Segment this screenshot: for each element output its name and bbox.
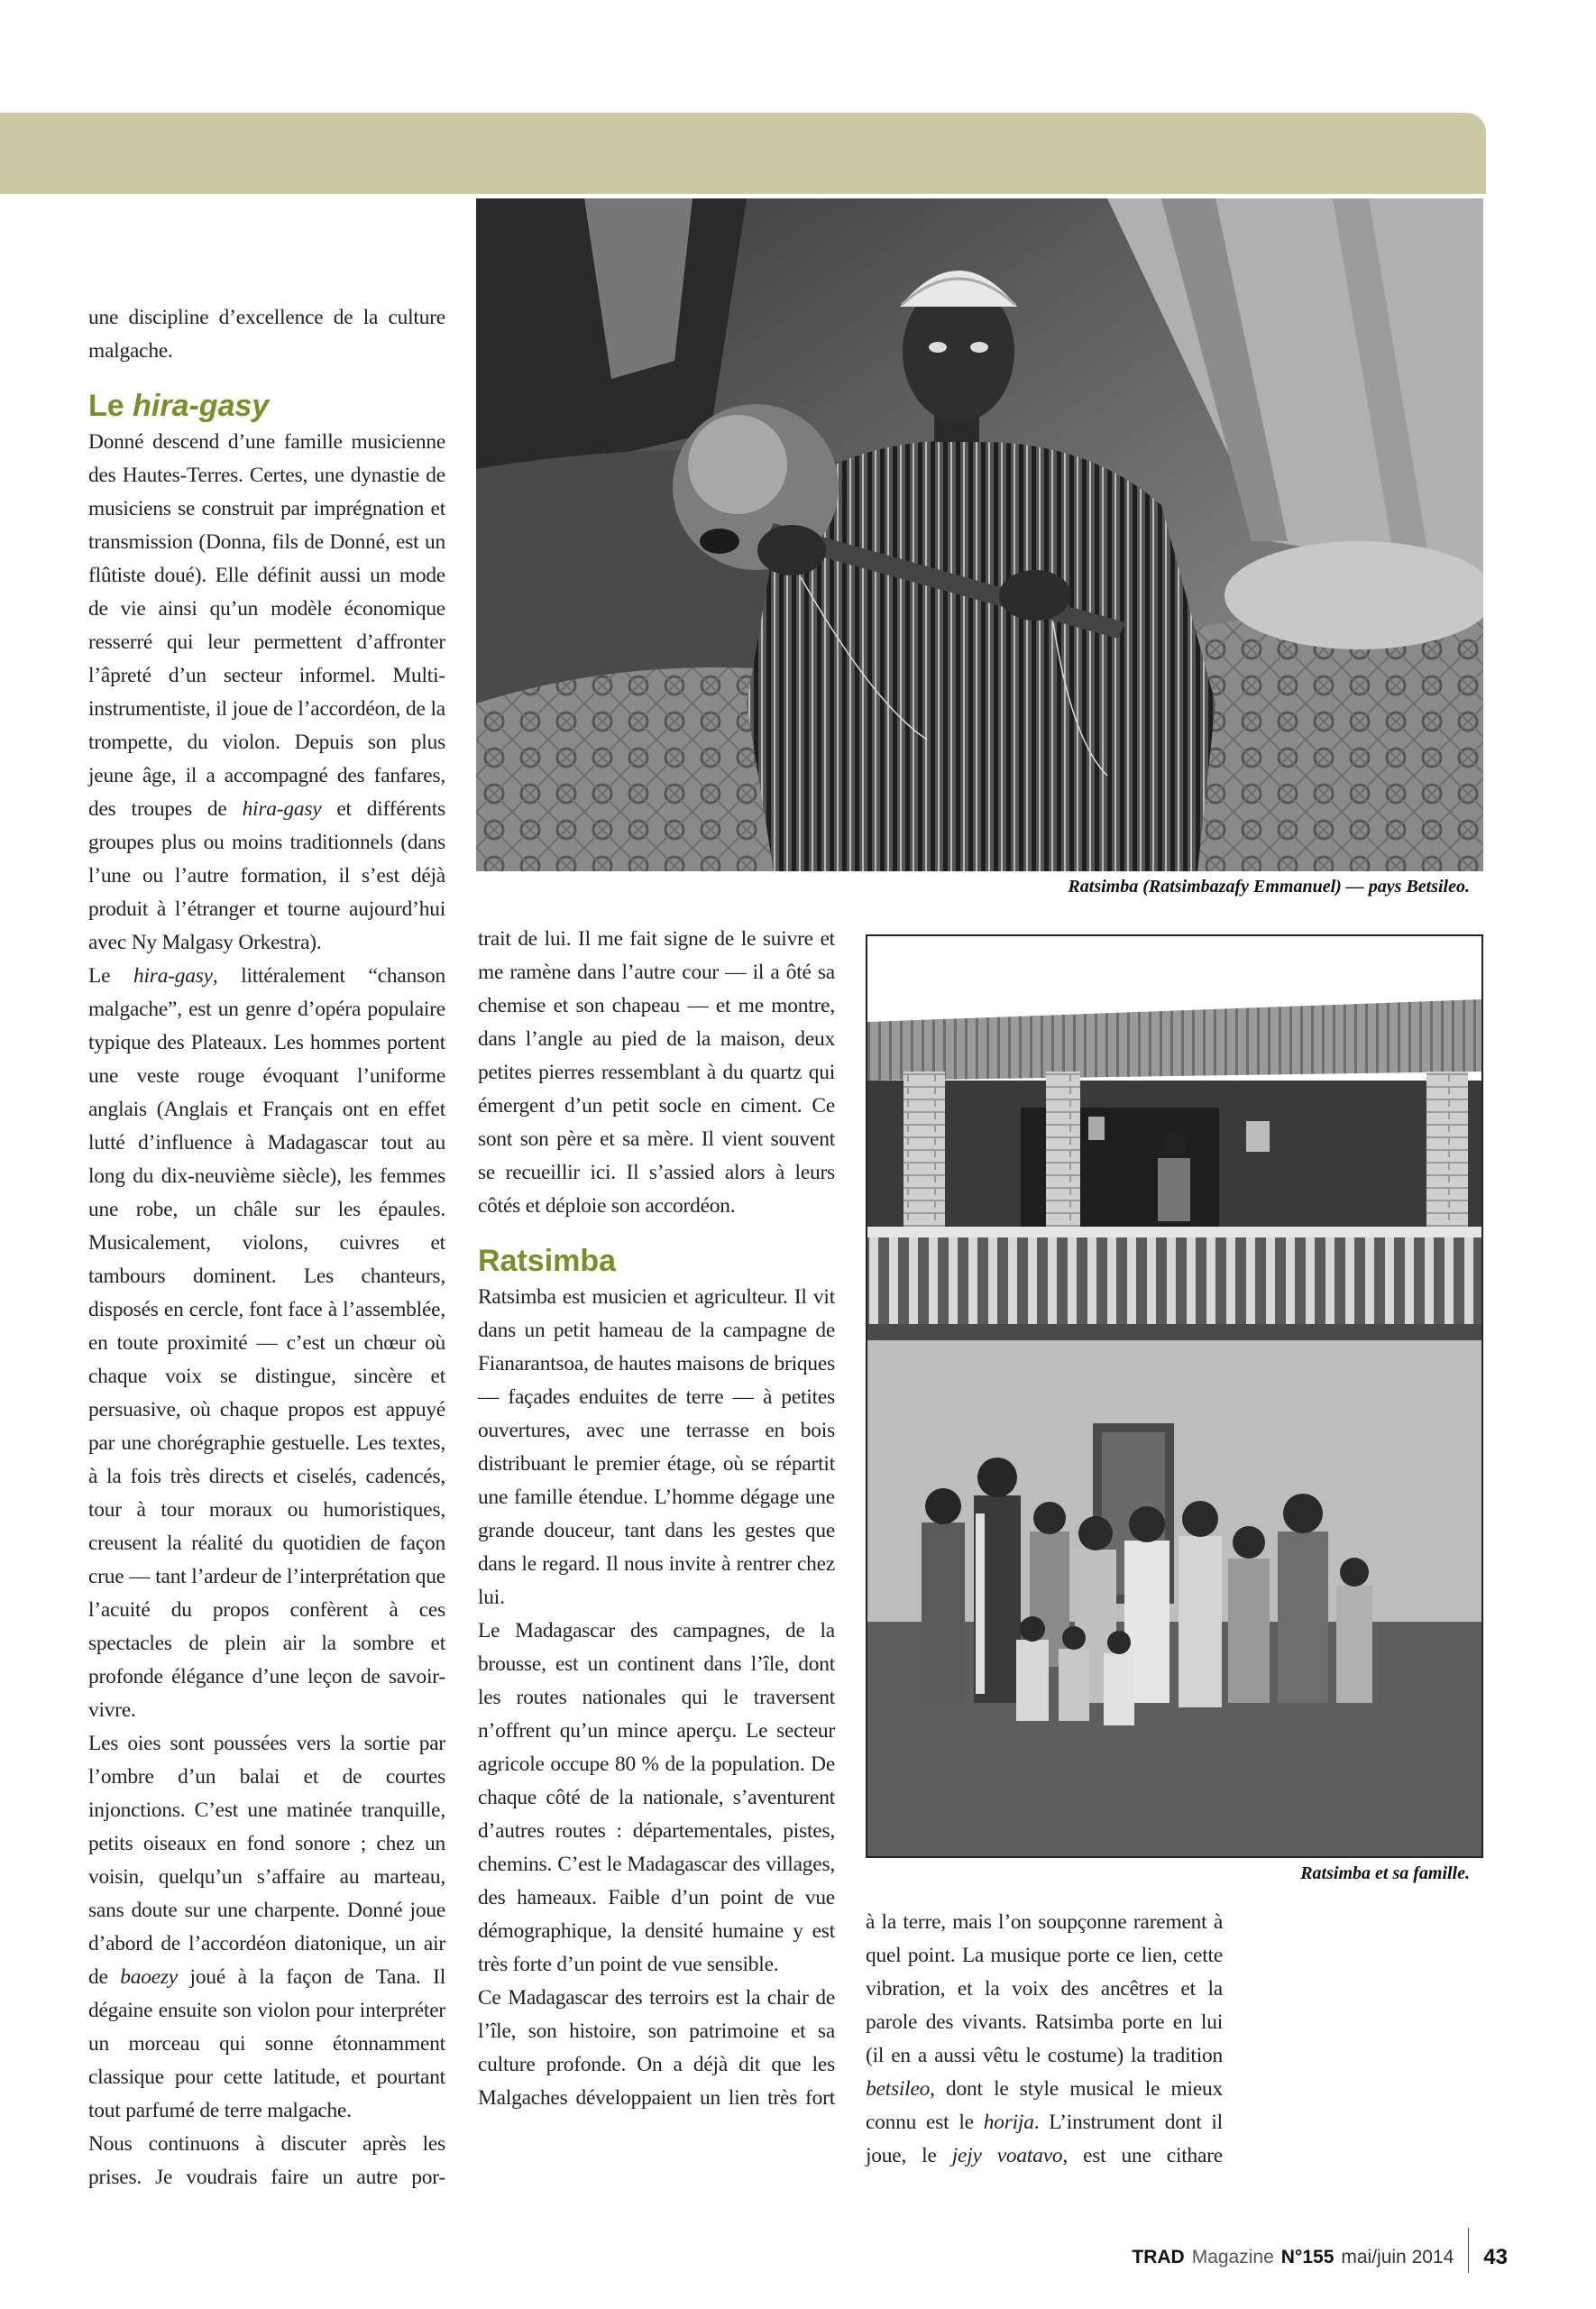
paragraph: Ce Madagascar des terroirs est la chair de l’île, son histoire, son patrimoine et sa culture profonde. On a déjà dit que les Malgaches développaient un lien très fort — [478, 1986, 835, 2110]
footer-divider — [1468, 2228, 1469, 2273]
article-column-3 — [866, 1906, 1223, 2173]
intro-paragraph: une discipline d’excellence de la culture malgache. — [88, 306, 445, 363]
text: à la terre, mais l’on soupçonne rarement à quel point. La musique porte ce lien, cette vibration, et la voix des ancêtres et la parole des vivants. Ratsimba porte en lui (il en a aussi vêtu le costume) la tradition — [866, 1910, 1223, 2067]
section-heading-hira-gasy — [88, 388, 445, 424]
italic-term: jejy voatavo — [951, 2144, 1063, 2167]
section-heading-ratsimba: Ratsimba — [478, 1244, 617, 1278]
photo-musician — [476, 198, 1483, 871]
text: , est une cithare — [1062, 2144, 1223, 2167]
page-number: 43 — [1483, 2245, 1508, 2269]
article-column-2 — [478, 923, 835, 2115]
text: , dont le style musical le mieux connu est le — [866, 2077, 1223, 2134]
paragraph — [88, 960, 445, 1727]
italic-term: horija — [983, 2111, 1034, 2134]
page-footer — [1132, 2235, 1508, 2280]
header-band — [0, 113, 1486, 194]
italic-term: baoezy — [120, 1965, 178, 1989]
paragraph: Nous continuons à discuter après les prises. Je voudrais faire un autre por- — [88, 2132, 445, 2189]
magazine-word: Magazine — [1191, 2247, 1274, 2268]
text: et différents groupes plus ou moins traditionnels (dans l’une ou l’autre formation, il s’est déjà produit à l’étranger et tourne aujourd’hui avec Ny Malgasy Orkestra). — [88, 797, 445, 954]
magazine-brand: TRAD — [1132, 2247, 1185, 2268]
photo-family — [866, 934, 1483, 1858]
paragraph: Ratsimba est musicien et agriculteur. Il vit dans un petit hameau de la campagne de Fianarantsoa, de hautes maisons de briques — façades enduites de terre — à petites ouvertures, avec une terrasse en bois distribuant le premier étage, où se répartit une famille étendue. L’homme dégage une grande douceur, tant dans les gestes que dans le regard. Il nous invite à rentrer chez lui. — [478, 1285, 835, 1609]
article-column-1 — [88, 301, 445, 2194]
photo-family-image — [867, 936, 1481, 1856]
italic-term: hira-gasy — [242, 797, 322, 821]
caption-photo-musician: Ratsimba (Ratsimbazafy Emmanuel) — pays Betsileo. — [1068, 877, 1470, 897]
paragraph — [866, 1906, 1223, 2173]
text: Les oies sont poussées vers la sortie par l’ombre d’un balai et de courtes injonctions. C’est une matinée tranquille, petits oiseaux en fond sonore ; chez un voisin, quelqu’un s’affaire au marteau, sans doute sur une charpente. Donné joue d’abord de l’accordéon diatonique, un air de — [88, 1732, 445, 1989]
issue-number: N°155 — [1280, 2247, 1335, 2268]
caption-photo-family: Ratsimba et sa famille. — [1300, 1863, 1470, 1883]
text: Donné descend d’une famille musicienne des Hautes-Terres. Certes, une dynastie de musiciens se construit par imprégnation et transmission (Donna, fils de Donné, est un flûtiste doué). Elle définit aussi un mode de vie ainsi qu’un modèle économique resserré qui leur permettent d’affronter l’âpreté d’un secteur informel. Multi-instrumentiste, il joue de l’accordéon, de la trompette, du violon. Depuis son plus jeune âge, il a accompagné des fanfares, des troupes de — [88, 430, 445, 821]
issue-date: mai/juin 2014 — [1341, 2247, 1454, 2268]
text: Le — [88, 964, 133, 988]
paragraph — [88, 1727, 445, 2128]
italic-term: betsileo — [866, 2077, 931, 2101]
italic-term: hira-gasy — [133, 964, 213, 988]
text: . L’instrument dont il joue, le — [866, 2111, 1223, 2167]
text: , littéralement “chanson malgache”, est un genre d’opéra populaire typique des Plateaux. Les hommes portent une veste rouge évoquant l’uniforme anglais (Anglais et Français ont en effet lutté d’influence à Madagascar tout au long du dix-neuvième siècle), les femmes une robe, un châle sur les épaules. Musicalement, violons, cuivres et tambours dominent. Les chanteurs, disposés en cercle, font face à l’assemblée, en toute proximité — c’est un chœur où chaque voix se distingue, sincère et persuasive, où chaque propos est appuyé par une chorégraphie gestuelle. Les textes, à la fois très directs et ciselés, cadencés, tour à tour moraux ou humoristiques, creusent la réalité du quotidien de façon crue — tant l’ardeur de l’interprétation que l’acuité du propos confèrent à ces spectacles de plein air la sombre et profonde élégance d’une leçon de savoir-vivre. — [88, 964, 445, 1722]
paragraph: Le Madagascar des campagnes, de la brousse, est un continent dans l’île, dont les routes nationales qui le traversent n’offrent qu’un mince aperçu. Le secteur agricole occupe 80 % de la population. De chaque côté de la nationale, s’aventurent d’autres routes : départementales, pistes, chemins. C’est le Madagascar des villages, des hameaux. Faible d’un point de vue démographique, la densité humaine y est très forte d’un point de vue sensible. — [478, 1619, 835, 1976]
paragraph — [88, 426, 445, 960]
heading-text: Le — [88, 389, 133, 423]
text: joué à la façon de Tana. Il dégaine ensuite son violon pour interpréter un morceau qui sonne étonnamment classique pour cette latitude, et pourtant tout parfumé de terre malgache. — [88, 1965, 446, 2122]
photo-musician-image — [476, 198, 1483, 871]
paragraph: trait de lui. Il me fait signe de le suivre et me ramène dans l’autre cour — il a ôté sa chemise et son chapeau — et me montre, dans l’angle au pied de la maison, deux petites pierres ressemblant à du quartz qui émergent d’un petit socle en ciment. Ce sont son père et sa mère. Il vient souvent se recueillir ici. Il s’assied alors à leurs côtés et déploie son accordéon. — [478, 927, 835, 1218]
heading-italic: hira-gasy — [133, 389, 270, 423]
